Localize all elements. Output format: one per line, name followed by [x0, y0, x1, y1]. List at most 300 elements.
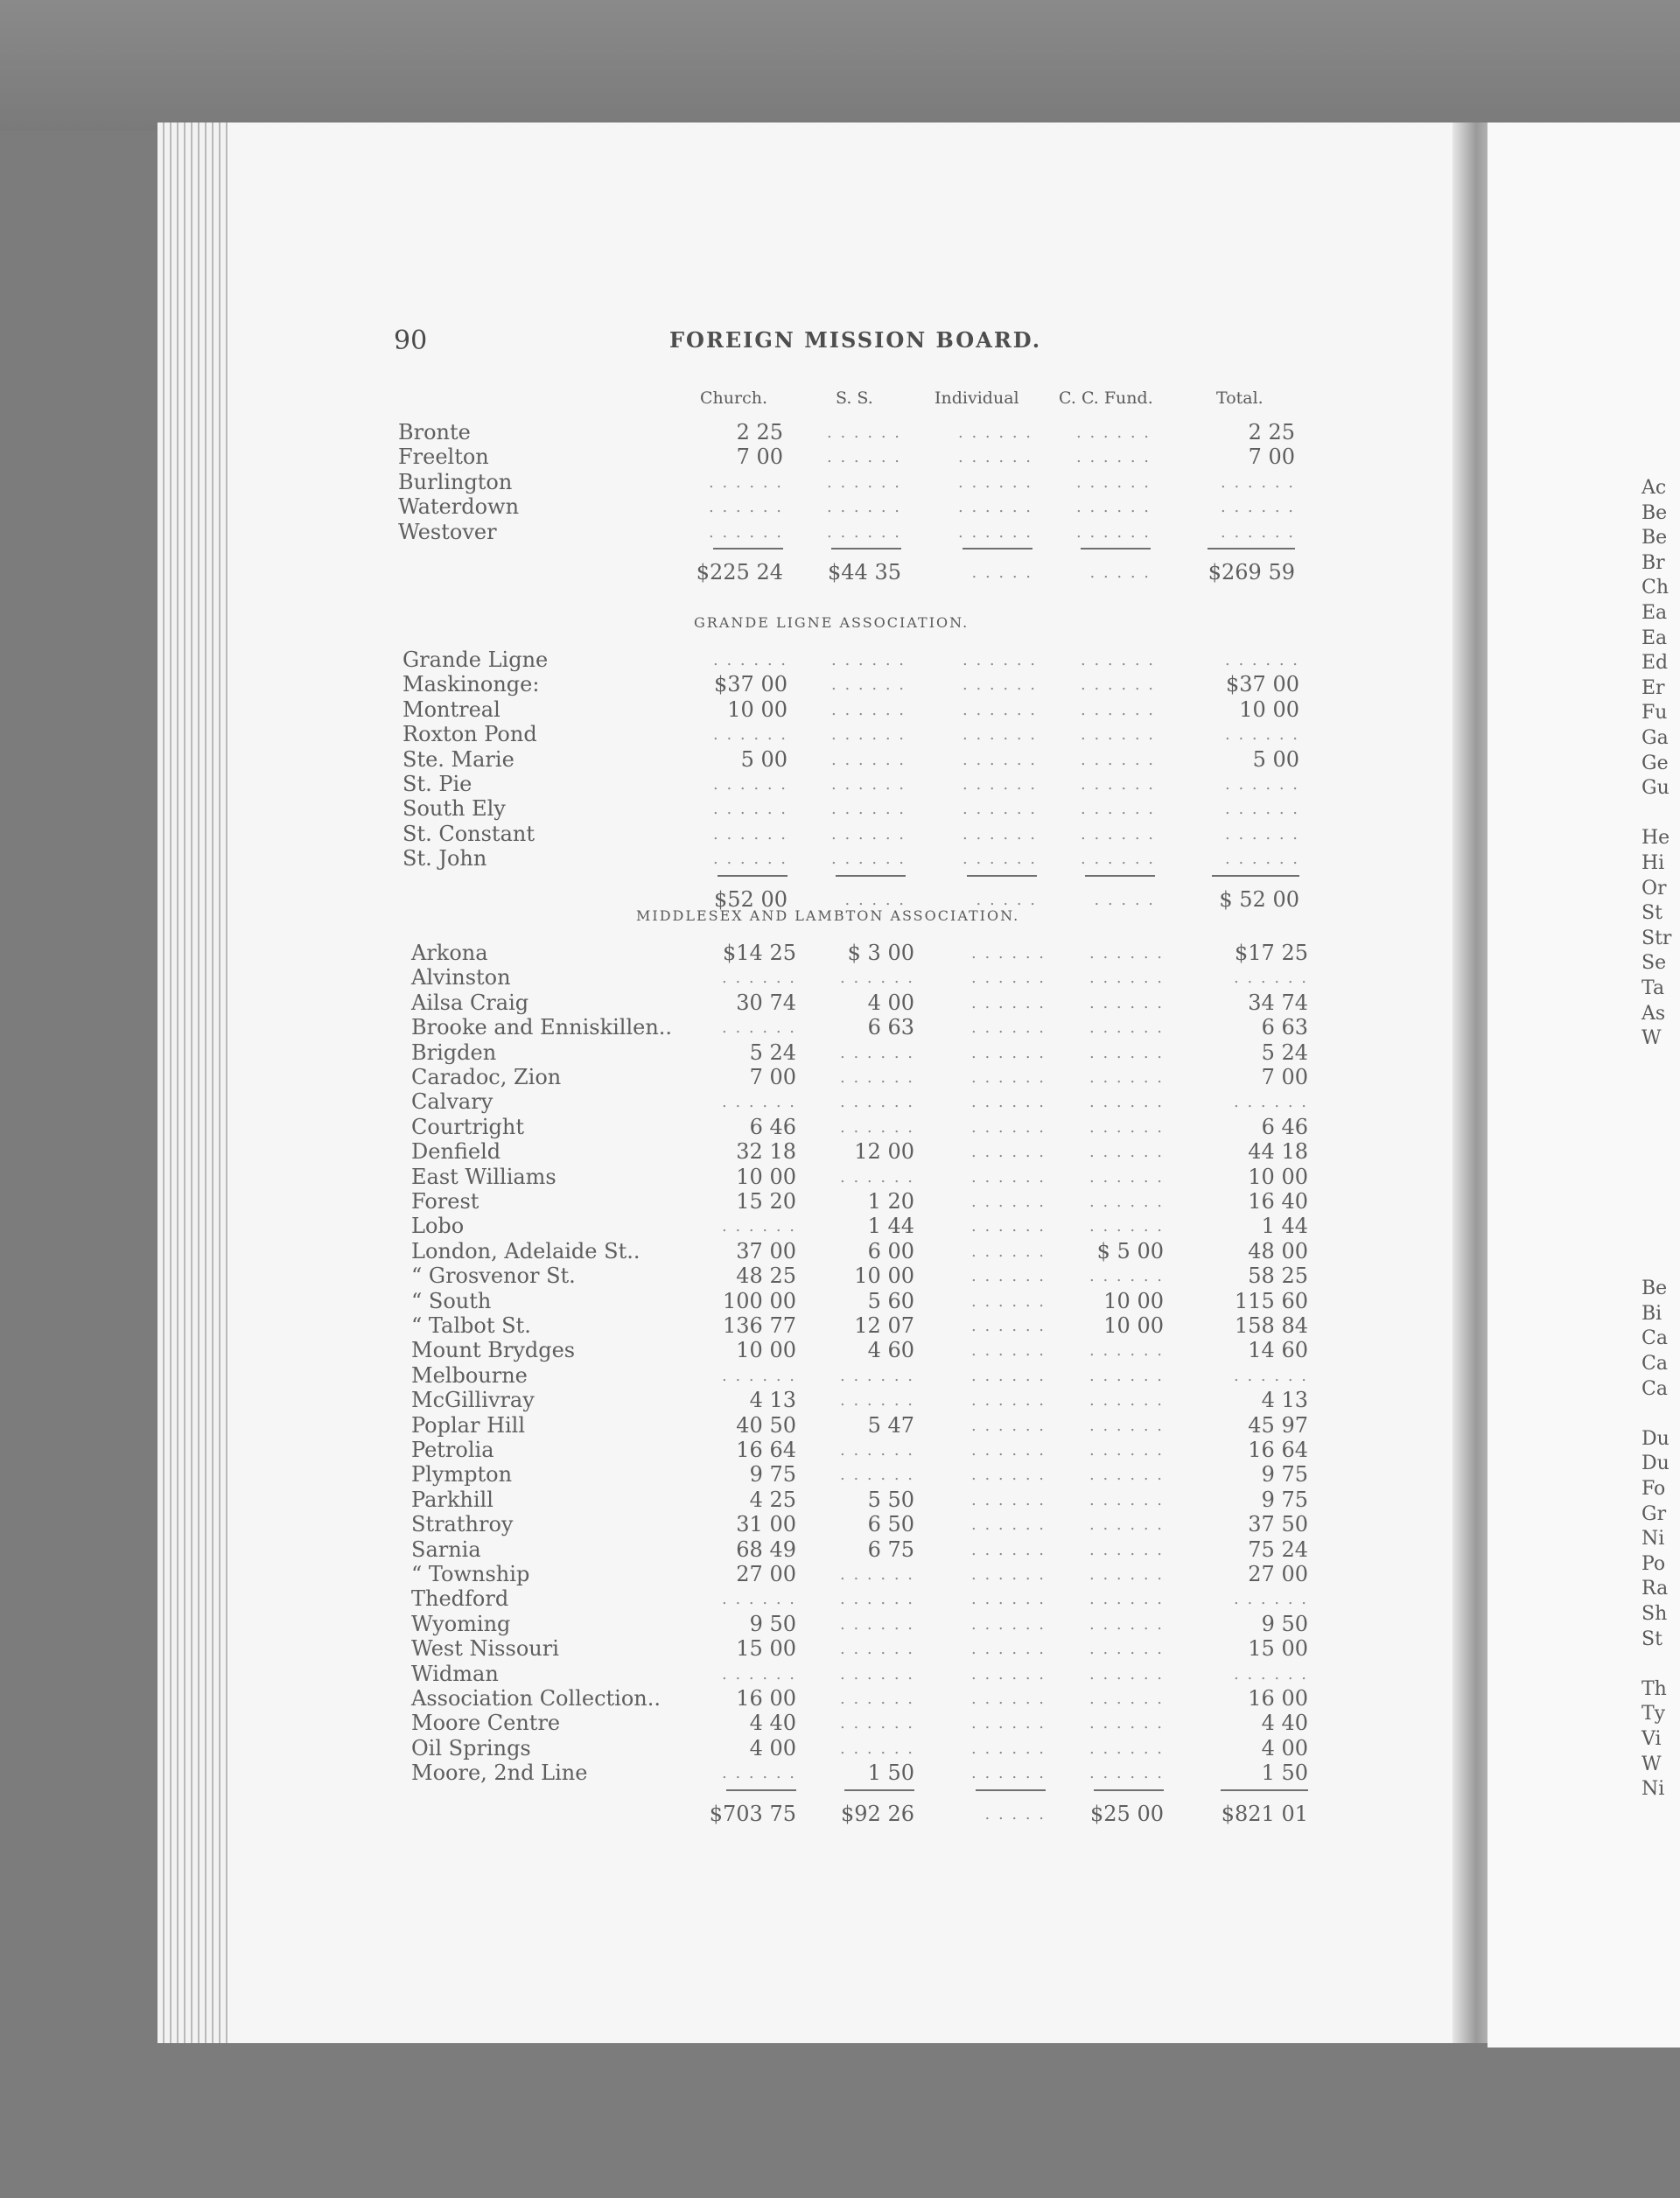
row-name: “ Township — [411, 1562, 530, 1586]
cell-total: 7 00 — [1248, 444, 1295, 470]
row-name: Wyoming — [411, 1611, 511, 1636]
cell-empty-total: . . . . . . — [1225, 775, 1299, 794]
cell-ss: 4 60 — [867, 1338, 914, 1363]
facing-line: Ch — [1642, 577, 1670, 599]
table-row — [0, 1438, 1680, 1462]
row-name: St. John — [402, 846, 487, 872]
cell-empty-ind: . . . . . . — [962, 750, 1037, 769]
table-row — [0, 1065, 1680, 1089]
cell-empty-ind: . . . . . . — [962, 824, 1037, 844]
row-name: Denfield — [411, 1139, 501, 1165]
cell-empty-cc: . . . . . . — [1076, 424, 1151, 442]
total-ss: $44 35 — [828, 560, 901, 584]
cell-ss: 10 00 — [854, 1264, 914, 1289]
facing-line: Be — [1642, 501, 1668, 524]
row-name: Plympton — [411, 1462, 513, 1488]
cell-empty-ind: . . . . . . — [971, 1640, 1046, 1659]
row-name: Strathroy — [411, 1512, 514, 1537]
cell-empty-ss: . . . . . . — [840, 1565, 914, 1584]
cell-empty-ss: . . . . . . — [840, 1068, 914, 1087]
cell-empty-cc: . . . . . . — [1089, 1540, 1164, 1559]
facing-line: Be — [1642, 1278, 1668, 1300]
facing-line: St — [1642, 902, 1662, 925]
cell-ss: 12 07 — [854, 1313, 914, 1338]
cell-empty-ss: . . . . . . — [831, 775, 906, 794]
sum-rule — [831, 548, 901, 550]
cell-church: 40 50 — [736, 1412, 796, 1438]
sum-rule — [1208, 548, 1295, 550]
cell-empty-ss: . . . . . . — [840, 1690, 914, 1708]
cell-empty-ind: . . . . . . — [971, 1217, 1046, 1236]
table-row — [0, 1189, 1680, 1214]
cell-church: 5 00 — [740, 746, 788, 772]
cell-empty-ss: . . . . . . — [840, 1714, 914, 1733]
cell-empty-ss: . . . . . . — [840, 1366, 914, 1385]
cell-total: 4 00 — [1261, 1735, 1308, 1760]
col-ss: S. S. — [836, 388, 873, 408]
cell-empty-ss: . . . . . . — [831, 725, 906, 745]
col-total: Total. — [1216, 388, 1264, 408]
table-row — [0, 1388, 1680, 1412]
row-name: Roxton Pond — [402, 722, 537, 747]
total-church: $225 24 — [696, 560, 783, 584]
cell-empty-cc: . . . . . . — [1089, 1217, 1164, 1236]
sum-rule — [1081, 548, 1151, 550]
total-church: $703 75 — [709, 1801, 796, 1826]
cell-church: 32 18 — [736, 1139, 796, 1165]
sum-rule — [844, 1789, 914, 1791]
table-row — [0, 1662, 1680, 1686]
row-name: Freelton — [398, 444, 489, 470]
cell-total: 44 18 — [1248, 1139, 1308, 1165]
cell-empty-cc: . . . . . . — [1089, 1143, 1164, 1162]
cell-total: 37 50 — [1248, 1512, 1308, 1537]
cell-empty-ind: . . . . . . — [971, 1714, 1046, 1733]
total-empty-ss: . . . . . — [844, 890, 906, 909]
facing-line: As — [1642, 1002, 1666, 1025]
facing-line: Du — [1642, 1427, 1670, 1450]
cell-empty-cc: . . . . . . — [1089, 1640, 1164, 1659]
cell-church: 10 00 — [727, 696, 788, 722]
facing-line: Fo — [1642, 1478, 1666, 1500]
cell-empty-ind: . . . . . . — [971, 1292, 1046, 1311]
cell-empty-cc: . . . . . . — [1089, 1690, 1164, 1708]
table-row — [0, 1537, 1680, 1562]
cell-cc: 10 00 — [1103, 1288, 1164, 1313]
cell-church: 10 00 — [736, 1338, 796, 1363]
row-name: Widman — [411, 1661, 499, 1686]
cell-church: 7 00 — [736, 444, 783, 470]
cell-empty-total: . . . . . . — [1225, 725, 1299, 745]
totals-row — [0, 1802, 1680, 1826]
cell-ss: 6 00 — [867, 1238, 914, 1264]
table-row — [0, 1165, 1680, 1189]
cell-empty-cc: . . . . . . — [1089, 1093, 1164, 1112]
cell-cc: $ 5 00 — [1096, 1238, 1164, 1264]
cell-ss: 5 47 — [867, 1412, 914, 1438]
table-row — [0, 1488, 1680, 1512]
cell-ss: 1 44 — [867, 1214, 914, 1239]
row-name: Burlington — [398, 469, 513, 494]
cell-church: 37 00 — [736, 1238, 796, 1264]
cell-empty-ind: . . . . . . — [971, 1664, 1046, 1684]
facing-line: Str — [1642, 927, 1672, 949]
cell-empty-ss: . . . . . . — [831, 850, 906, 869]
cell-church: $37 00 — [714, 672, 788, 697]
sum-rule — [713, 548, 783, 550]
cell-ss: 12 00 — [854, 1139, 914, 1165]
cell-church: 7 00 — [749, 1065, 796, 1089]
table-row — [0, 1338, 1680, 1362]
cell-total: 4 13 — [1261, 1388, 1308, 1413]
cell-total: 7 00 — [1261, 1065, 1308, 1089]
cell-empty-ind: . . . . . . — [971, 1267, 1046, 1286]
cell-empty-total: . . . . . . — [1225, 651, 1299, 669]
row-name: Brooke and Enniskillen.. — [411, 1015, 673, 1040]
cell-total: 6 63 — [1261, 1015, 1308, 1040]
cell-empty-ind: . . . . . . — [971, 1441, 1046, 1460]
cell-church: 6 46 — [749, 1114, 796, 1139]
cell-empty-cc: . . . . . . — [1089, 1391, 1164, 1410]
row-name: Moore, 2nd Line — [411, 1760, 588, 1786]
sum-rule — [976, 1789, 1046, 1791]
facing-line: W — [1642, 1753, 1662, 1775]
sum-rule — [962, 548, 1032, 550]
cell-church: 10 00 — [736, 1164, 796, 1189]
cell-empty-ss: . . . . . . — [831, 750, 906, 769]
cell-total: 115 60 — [1235, 1288, 1308, 1313]
cell-empty-ind: . . . . . . — [971, 1018, 1046, 1038]
facing-line: Gr — [1642, 1502, 1667, 1525]
row-name: Parkhill — [411, 1487, 494, 1512]
facing-line: Er — [1642, 676, 1665, 699]
page-title: FOREIGN MISSION BOARD. — [669, 327, 1042, 353]
cell-empty-ind: . . . . . . — [971, 1317, 1046, 1335]
cell-empty-ind: . . . . . . — [971, 1690, 1046, 1708]
table-row — [0, 1736, 1680, 1760]
cell-total: 14 60 — [1248, 1338, 1308, 1363]
page-number: 90 — [394, 326, 428, 356]
cell-empty-ind: . . . . . . — [971, 1341, 1046, 1361]
row-name: London, Adelaide St.. — [411, 1238, 640, 1264]
table-row — [0, 672, 1680, 696]
row-name: Courtright — [411, 1114, 524, 1139]
facing-line: Gu — [1642, 777, 1670, 800]
cell-empty-ind: . . . . . . — [971, 993, 1046, 1012]
table-row — [0, 494, 1680, 519]
cell-total: 15 00 — [1248, 1636, 1308, 1662]
cell-ss: 1 50 — [867, 1760, 914, 1786]
cell-church: 68 49 — [736, 1536, 796, 1562]
cell-church: 9 50 — [749, 1611, 796, 1636]
cell-empty-ind: . . . . . . — [971, 1540, 1046, 1559]
cell-empty-cc: . . . . . . — [1089, 1516, 1164, 1535]
cell-church: 9 75 — [749, 1462, 796, 1488]
cell-church: 27 00 — [736, 1562, 796, 1586]
cell-empty-ss: . . . . . . — [840, 1590, 914, 1609]
cell-total: $17 25 — [1235, 941, 1308, 965]
cell-empty-total: . . . . . . — [1225, 850, 1299, 869]
table-row — [0, 796, 1680, 821]
row-name: Poplar Hill — [411, 1412, 526, 1438]
facing-line: Bi — [1642, 1302, 1662, 1325]
table-row — [0, 444, 1680, 469]
cell-ss: 4 00 — [867, 990, 914, 1015]
table-row — [0, 1612, 1680, 1636]
cell-cc: 10 00 — [1103, 1313, 1164, 1338]
sum-rule — [718, 875, 788, 877]
facing-line: Ta — [1642, 977, 1665, 999]
row-name: West Nissouri — [411, 1636, 559, 1662]
cell-empty-cc: . . . . . . — [1081, 651, 1155, 669]
cell-empty-church: . . . . . . — [713, 725, 788, 745]
cell-empty-ind: . . . . . . — [971, 1143, 1046, 1162]
cell-empty-ind: . . . . . . — [971, 1590, 1046, 1609]
cell-church: 4 13 — [749, 1388, 796, 1413]
row-name: St. Pie — [402, 772, 472, 796]
cell-empty-cc: . . . . . . — [1076, 472, 1151, 492]
cell-church: 16 64 — [736, 1438, 796, 1462]
cell-total: 1 44 — [1261, 1214, 1308, 1239]
cell-empty-ss: . . . . . . — [831, 800, 906, 819]
cell-church: 4 00 — [749, 1735, 796, 1760]
totals-row — [0, 560, 1680, 584]
cell-empty-cc: . . . . . . — [1089, 1416, 1164, 1435]
cell-empty-church: . . . . . . — [709, 472, 783, 492]
cell-empty-ind: . . . . . . — [962, 775, 1037, 794]
table-row — [0, 1264, 1680, 1288]
cell-total: 58 25 — [1248, 1264, 1308, 1289]
cell-total: 48 00 — [1248, 1238, 1308, 1264]
cell-empty-ind: . . . . . . — [958, 498, 1032, 517]
row-name: Caradoc, Zion — [411, 1065, 562, 1089]
cell-total: 5 24 — [1261, 1040, 1308, 1065]
section-heading: GRANDE LIGNE ASSOCIATION. — [694, 614, 970, 631]
cell-empty-cc: . . . . . . — [1089, 969, 1164, 988]
facing-line: Ni — [1642, 1528, 1665, 1550]
facing-line: Se — [1642, 952, 1667, 975]
cell-empty-church: . . . . . . — [722, 1366, 796, 1385]
table-row — [0, 747, 1680, 772]
row-name: Alvinston — [411, 965, 511, 990]
table-row — [0, 1413, 1680, 1438]
cell-empty-ind: . . . . . . — [958, 522, 1032, 542]
cell-empty-ind: . . . . . . — [962, 725, 1037, 745]
cell-total: 45 97 — [1248, 1412, 1308, 1438]
cell-empty-cc: . . . . . . — [1076, 522, 1151, 542]
cell-empty-ss: . . . . . . — [840, 1391, 914, 1410]
cell-total: 16 64 — [1248, 1438, 1308, 1462]
cell-empty-ss: . . . . . . — [840, 1117, 914, 1137]
table-row — [0, 1015, 1680, 1040]
row-name: Maskinonge: — [402, 672, 540, 697]
cell-empty-ind: . . . . . . — [971, 1167, 1046, 1186]
sum-rule — [1212, 875, 1299, 877]
cell-empty-cc: . . . . . . — [1089, 1714, 1164, 1733]
total-total: $ 52 00 — [1219, 886, 1299, 912]
cell-empty-church: . . . . . . — [709, 522, 783, 542]
cell-empty-church: . . . . . . — [713, 824, 788, 844]
cell-empty-ss: . . . . . . — [831, 700, 906, 719]
row-name: Bronte — [398, 420, 471, 444]
table-row — [0, 648, 1680, 675]
cell-empty-church: . . . . . . — [722, 1217, 796, 1236]
table-row — [0, 420, 1680, 444]
cell-empty-ss: . . . . . . — [827, 498, 901, 517]
cell-empty-church: . . . . . . — [713, 651, 788, 669]
facing-line: Br — [1642, 551, 1665, 574]
cell-empty-cc: . . . . . . — [1089, 1764, 1164, 1783]
total-empty-cc: . . . . . — [1094, 890, 1155, 909]
cell-empty-ss: . . . . . . — [840, 1614, 914, 1634]
cell-empty-ind: . . . . . . — [971, 1490, 1046, 1509]
cell-empty-cc: . . . . . . — [1081, 775, 1155, 794]
table-row — [0, 1313, 1680, 1338]
facing-line: Ge — [1642, 752, 1669, 774]
cell-empty-cc: . . . . . . — [1081, 850, 1155, 869]
total-church: $52 00 — [714, 886, 788, 912]
table-row — [0, 1512, 1680, 1536]
row-name: Lobo — [411, 1214, 465, 1239]
cell-empty-ss: . . . . . . — [840, 1466, 914, 1485]
cell-empty-ind: . . . . . . — [971, 1193, 1046, 1211]
cell-empty-cc: . . . . . . — [1089, 1267, 1164, 1286]
table-row — [0, 990, 1680, 1015]
cell-empty-ss: . . . . . . — [840, 969, 914, 988]
cell-empty-cc: . . . . . . — [1089, 1117, 1164, 1137]
cell-empty-ind: . . . . . . — [971, 1093, 1046, 1112]
sum-rule — [1221, 1789, 1308, 1791]
row-name: Moore Centre — [411, 1711, 561, 1736]
cell-empty-cc: . . . . . . — [1081, 700, 1155, 719]
row-name: Sarnia — [411, 1536, 481, 1562]
facing-line: Ga — [1642, 727, 1669, 749]
cell-empty-cc: . . . . . . — [1076, 448, 1151, 467]
row-name: Oil Springs — [411, 1735, 531, 1760]
cell-empty-ind: . . . . . . — [971, 1391, 1046, 1410]
row-name: East Williams — [411, 1164, 556, 1189]
table-row — [0, 1686, 1680, 1711]
cell-empty-church: . . . . . . — [722, 969, 796, 988]
table-row — [0, 1711, 1680, 1735]
table-row — [0, 470, 1680, 494]
cell-empty-ss: . . . . . . — [840, 1739, 914, 1758]
facing-line: Ac — [1642, 477, 1667, 499]
cell-empty-cc: . . . . . . — [1089, 1018, 1164, 1038]
cell-church: 4 40 — [749, 1711, 796, 1736]
cell-total: 75 24 — [1248, 1536, 1308, 1562]
cell-empty-ind: . . . . . . — [971, 1565, 1046, 1584]
cell-empty-ind: . . . . . . — [958, 472, 1032, 492]
cell-empty-ss: . . . . . . — [840, 1441, 914, 1460]
table-row — [0, 1562, 1680, 1586]
sum-rule — [836, 875, 906, 877]
facing-line: Vi — [1642, 1728, 1662, 1750]
cell-empty-church: . . . . . . — [713, 850, 788, 869]
sum-rule — [1094, 1789, 1164, 1791]
cell-empty-ind: . . . . . . — [958, 448, 1032, 467]
cell-empty-ind: . . . . . . — [962, 850, 1037, 869]
cell-church: 15 00 — [736, 1636, 796, 1662]
facing-line: W — [1642, 1027, 1662, 1050]
cell-empty-ind: . . . . . . — [971, 1043, 1046, 1062]
cell-church: 30 74 — [736, 990, 796, 1015]
facing-line: Be — [1642, 527, 1668, 550]
cell-empty-church: . . . . . . — [709, 498, 783, 517]
sum-rule — [726, 1789, 796, 1791]
cell-empty-cc: . . . . . . — [1089, 1068, 1164, 1087]
total-total: $821 01 — [1221, 1801, 1308, 1826]
row-name: Ailsa Craig — [411, 990, 529, 1015]
cell-church: $14 25 — [723, 941, 796, 965]
facing-line: St — [1642, 1628, 1662, 1650]
cell-empty-ind: . . . . . . — [971, 1466, 1046, 1485]
table-row — [0, 697, 1680, 722]
cell-empty-ind: . . . . . . — [971, 1068, 1046, 1087]
cell-empty-ind: . . . . . . — [971, 1416, 1046, 1435]
row-name: “ Grosvenor St. — [411, 1264, 576, 1289]
cell-empty-cc: . . . . . . — [1089, 1565, 1164, 1584]
cell-empty-total: . . . . . . — [1221, 522, 1295, 542]
row-name: Arkona — [411, 941, 488, 965]
facing-line: Th — [1642, 1677, 1667, 1700]
cell-ss: 6 50 — [867, 1512, 914, 1537]
cell-empty-total: . . . . . . — [1234, 1664, 1308, 1684]
facing-line: Ra — [1642, 1578, 1669, 1600]
table-row — [0, 1089, 1680, 1114]
facing-line: Hi — [1642, 852, 1665, 874]
cell-church: 4 25 — [749, 1487, 796, 1512]
cell-empty-ss: . . . . . . — [827, 424, 901, 442]
table-row — [0, 1760, 1680, 1785]
cell-empty-cc: . . . . . . — [1081, 800, 1155, 819]
col-cc-fund: C. C. Fund. — [1059, 388, 1153, 408]
cell-empty-church: . . . . . . — [722, 1018, 796, 1038]
row-name: Forest — [411, 1189, 480, 1214]
cell-total: 9 75 — [1261, 1462, 1308, 1488]
facing-line: Ty — [1642, 1703, 1666, 1726]
cell-total: 5 00 — [1252, 746, 1299, 772]
cell-empty-cc: . . . . . . — [1089, 1490, 1164, 1509]
facing-line: Fu — [1642, 702, 1668, 724]
cell-ss: 6 63 — [867, 1015, 914, 1040]
cell-empty-ind: . . . . . . — [971, 1516, 1046, 1535]
cell-empty-cc: . . . . . . — [1089, 1366, 1164, 1385]
cell-empty-church: . . . . . . — [722, 1664, 796, 1684]
total-total: $269 59 — [1208, 560, 1295, 584]
cell-total: 158 84 — [1235, 1313, 1308, 1338]
cell-empty-ind: . . . . . . — [971, 1366, 1046, 1385]
cell-empty-ss: . . . . . . — [840, 1167, 914, 1186]
cell-total: 10 00 — [1239, 696, 1299, 722]
cell-ss: 5 50 — [867, 1487, 914, 1512]
total-ss: $92 26 — [841, 1801, 914, 1826]
cell-ss: $ 3 00 — [847, 941, 914, 965]
table-row — [0, 1214, 1680, 1238]
cell-empty-ss: . . . . . . — [840, 1664, 914, 1684]
table-row — [0, 520, 1680, 544]
table-row — [0, 822, 1680, 846]
row-name: Petrolia — [411, 1438, 494, 1462]
col-church: Church. — [700, 388, 768, 408]
cell-empty-church: . . . . . . — [713, 775, 788, 794]
cell-empty-total: . . . . . . — [1225, 800, 1299, 819]
cell-empty-total: . . . . . . — [1234, 969, 1308, 988]
table-row — [0, 1115, 1680, 1139]
table-row — [0, 965, 1680, 990]
cell-empty-ind: . . . . . . — [962, 651, 1037, 669]
cell-total: 1 50 — [1261, 1760, 1308, 1786]
